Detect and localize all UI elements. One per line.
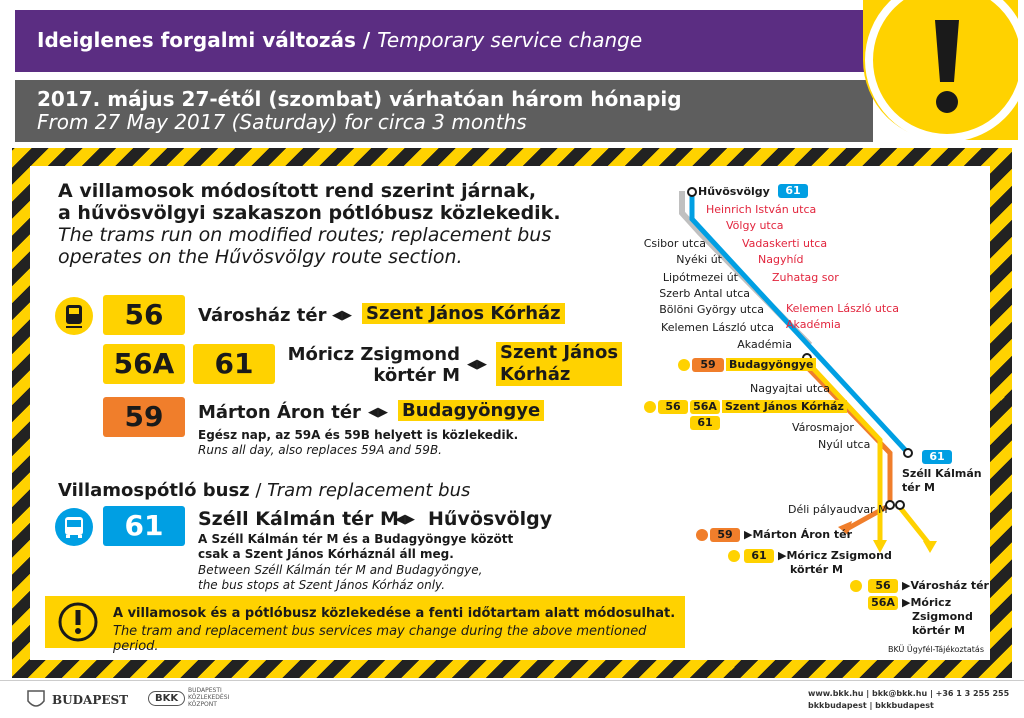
header-title-bar xyxy=(15,10,873,72)
route56-to: Szent János Kórház xyxy=(362,303,565,324)
tram-icon xyxy=(54,296,94,336)
map-badge-56a: 56A xyxy=(690,400,720,414)
exclamation-icon xyxy=(863,0,1018,140)
title-en: Temporary service change xyxy=(377,28,643,52)
route56a-to-2: Kórház xyxy=(500,364,571,385)
map-red-stop-7: Akadémia xyxy=(786,318,841,331)
tram-small-icon xyxy=(678,359,690,371)
map-badge-61: 61 xyxy=(690,416,720,430)
map-moricz-b-1: ▶Móricz xyxy=(902,596,952,609)
bus-note-en-1: Between Széll Kálmán tér M and Budagyöngye, xyxy=(198,563,483,577)
route59-from: Márton Áron tér xyxy=(198,402,361,423)
date-en: From 27 May 2017 (Saturday) for circa 3 months xyxy=(37,110,527,134)
map-deli: Déli pályaudvar M xyxy=(788,503,888,516)
arrow-both-icon: ◀▶ xyxy=(395,512,415,527)
map-red-stop-5: Zuhatag sor xyxy=(772,271,839,284)
title-hu: Ideiglenes forgalmi változás xyxy=(37,28,356,52)
map-nagyajtai: Nagyajtai utca xyxy=(750,382,830,395)
tram-small-icon xyxy=(850,580,862,592)
header-date-bar xyxy=(15,80,873,142)
map-red-stop-6: Kelemen László utca xyxy=(786,302,899,315)
budapest-crest-icon xyxy=(26,689,46,711)
bus-note-hu-1: A Széll Kálmán tér M és a Budagyöngye között xyxy=(198,532,514,546)
map-red-stop-1: Heinrich István utca xyxy=(706,203,817,216)
map-badge-59-marton: 59 xyxy=(710,528,740,542)
map-badge-61-szell: 61 xyxy=(922,450,952,464)
footer-contact-1: www.bkk.hu | bkk@bkk.hu | +36 1 3 255 255 xyxy=(808,689,1010,698)
tram-small-icon xyxy=(644,401,656,413)
route56a-from-2: körtér M xyxy=(373,365,460,386)
route56a-from-1: Móricz Zsigmond xyxy=(287,344,460,365)
route59-to: Budagyöngye xyxy=(398,400,544,421)
map-badge-61-top: 61 xyxy=(778,184,808,198)
map-left-stop-1: Csibor utca xyxy=(643,237,706,250)
map-left-stop-7: Akadémia xyxy=(737,338,792,351)
map-szell-1: Széll Kálmán xyxy=(902,467,982,480)
tram-small-icon xyxy=(696,529,708,541)
map-szell-2: tér M xyxy=(902,481,935,494)
map-left-stop-2: Nyéki út xyxy=(676,253,722,266)
map-moricz-1: ▶Móricz Zsigmond xyxy=(778,549,892,562)
map-varosmajor: Városmajor xyxy=(792,421,854,434)
intro-en-1: The trams run on modified routes; replacement bus xyxy=(58,224,552,246)
badge-56a: 56A xyxy=(103,344,185,384)
route56-from: Városház tér xyxy=(198,305,327,326)
badge-61-tram: 61 xyxy=(193,344,275,384)
map-red-stop-2: Völgy utca xyxy=(726,219,784,232)
bkk-logo: BKK xyxy=(148,691,185,706)
map-left-stop-3: Lipótmezei út xyxy=(662,271,738,284)
map-badge-61-moricz: 61 xyxy=(744,549,774,563)
map-red-stop-4: Nagyhíd xyxy=(758,253,804,266)
arrow-both-icon: ◀▶ xyxy=(332,308,352,323)
exclamation-circle-icon xyxy=(57,601,99,643)
badge-61-bus: 61 xyxy=(103,506,185,546)
budapest-logo-text: BUDAPEST xyxy=(52,693,129,707)
map-varoshaz: ▶Városház tér xyxy=(902,579,989,592)
map-credit: BKÜ Ügyfél-Tájékoztatás xyxy=(888,645,984,654)
map-left-stop-4: Szerb Antal utca xyxy=(659,287,750,300)
badge-56: 56 xyxy=(103,295,185,335)
footer xyxy=(0,680,1024,718)
map-badge-56: 56 xyxy=(658,400,688,414)
bus-note-hu-2: csak a Szent János Kórháznál áll meg. xyxy=(198,547,454,561)
map-moricz-2: körtér M xyxy=(790,563,843,576)
map-badge-56a-moricz: 56A xyxy=(868,596,898,610)
warning-corner xyxy=(863,0,1018,140)
map-left-stop-5: Bölöni György utca xyxy=(659,303,764,316)
bus-heading-hu: Villamospótló busz xyxy=(58,480,250,501)
bus-heading xyxy=(58,480,470,501)
map-budagyongye: Budagyöngye xyxy=(726,358,816,371)
route56a-to xyxy=(496,342,622,386)
bkk-subtitle: BUDAPESTI KÖZLEKEDÉSI KÖZPONT xyxy=(188,687,230,708)
map-left-stop-6: Kelemen László utca xyxy=(661,321,774,334)
route56a-from xyxy=(280,344,460,386)
map-marton: ▶Márton Áron tér xyxy=(744,528,853,541)
notice-box xyxy=(45,596,685,654)
map-badge-59: 59 xyxy=(692,358,724,372)
map-badge-56-varoshaz: 56 xyxy=(868,579,898,593)
intro-hu-2: a hűvösvölgyi szakaszon pótlóbusz közlekedik. xyxy=(58,202,561,224)
title-separator: / xyxy=(355,28,378,52)
bus-note-en-2: the bus stops at Szent János Kórház only. xyxy=(198,578,446,592)
map-moricz-b-3: körtér M xyxy=(912,624,965,637)
map-nyul: Nyúl utca xyxy=(818,438,871,451)
arrow-both-icon: ◀▶ xyxy=(467,357,487,372)
map-moricz-b-2: Zsigmond xyxy=(912,610,973,623)
badge-59: 59 xyxy=(103,397,185,437)
date-hu: 2017. május 27-étől (szombat) várhatóan három hónapig xyxy=(37,87,682,111)
bus-from: Széll Kálmán tér M xyxy=(198,508,399,530)
route56a-to-1: Szent János xyxy=(500,342,619,363)
bus-heading-en: Tram replacement bus xyxy=(267,480,471,501)
intro-text xyxy=(58,180,618,268)
bus-to: Hűvösvölgy xyxy=(428,508,553,530)
tram-small-icon xyxy=(728,550,740,562)
map-red-stop-3: Vadaskerti utca xyxy=(742,237,828,250)
intro-hu-1: A villamosok módosított rend szerint járnak, xyxy=(58,180,537,202)
map-szent-janos: Szent János Kórház xyxy=(722,400,847,413)
bus-icon xyxy=(54,507,94,547)
intro-en-2: operates on the Hűvösvölgy route section. xyxy=(58,246,463,268)
arrow-both-icon: ◀▶ xyxy=(368,405,388,420)
notice-en: The tram and replacement bus services may change during the above mentioned period. xyxy=(113,624,647,654)
bus-heading-sep: / xyxy=(249,480,268,501)
notice-hu: A villamosok és a pótlóbusz közlekedése a fenti időtartam alatt módosulhat. xyxy=(113,606,676,621)
route59-note-hu: Egész nap, az 59A és 59B helyett is közlekedik. xyxy=(198,428,519,442)
map-huvosvolgy: Hűvösvölgy xyxy=(698,185,770,198)
footer-contact-2: bkkbudapest | bkkbudapest xyxy=(808,701,934,710)
route59-note-en: Runs all day, also replaces 59A and 59B. xyxy=(198,443,442,457)
route-map xyxy=(640,175,1000,665)
